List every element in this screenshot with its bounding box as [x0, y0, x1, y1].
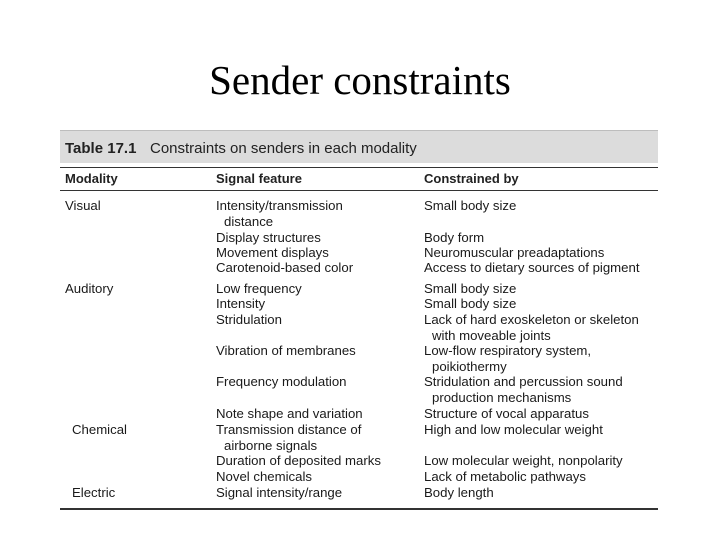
signal-feature-cell: [216, 260, 353, 276]
signal-feature-cell-line: Signal intensity/range: [216, 485, 343, 500]
constraint-cell-line: Small body size: [424, 281, 517, 296]
signal-feature-cell: [216, 469, 312, 485]
constraint-cell-line: Lack of metabolic pathways: [424, 469, 586, 484]
signal-feature-cell: [216, 230, 321, 246]
signal-feature-cell: [216, 281, 302, 297]
table-header-rule: [60, 190, 658, 191]
constraint-cell: [424, 296, 516, 312]
signal-feature-cell: [216, 312, 282, 328]
constraint-cell: [424, 312, 639, 343]
signal-feature-cell: [216, 374, 346, 390]
signal-feature-cell-line: Note shape and variation: [216, 406, 363, 421]
constraint-cell: [424, 406, 589, 422]
constraint-cell-line: High and low molecular weight: [424, 422, 603, 437]
constraint-cell-line: Stridulation and percussion sound: [424, 374, 623, 389]
signal-feature-cell: [216, 485, 342, 501]
signal-feature-cell-line: Novel chemicals: [216, 469, 313, 484]
constraint-cell-line: Access to dietary sources of pigment: [424, 260, 640, 275]
signal-feature-cell: [216, 245, 329, 261]
signal-feature-cell: [216, 296, 265, 312]
constraint-cell: [424, 260, 640, 276]
signal-feature-cell: [216, 343, 356, 359]
signal-feature-cell-line: Carotenoid-based color: [216, 260, 354, 275]
modality-cell: Auditory: [65, 281, 114, 296]
constraint-cell: [424, 230, 484, 246]
signal-feature-cell: [216, 453, 381, 469]
constraint-cell: [424, 374, 623, 405]
column-header-constrained-by: Constrained by: [424, 171, 519, 186]
signal-feature-cell-line: Duration of deposited marks: [216, 453, 381, 468]
constraint-cell-line: production mechanisms: [432, 389, 572, 405]
signal-feature-cell-line: Intensity/transmission: [216, 198, 343, 213]
constraint-cell: [424, 198, 516, 214]
constraint-cell: [424, 343, 591, 374]
modality-cell: Electric: [72, 485, 116, 500]
constraint-cell: [424, 245, 604, 261]
table-bottom-rule: [60, 508, 658, 510]
table-caption: Constraints on senders in each modality: [150, 140, 417, 157]
constraint-cell-line: Small body size: [424, 198, 517, 213]
constraint-cell-line: Body length: [424, 485, 494, 500]
constraint-cell-line: Neuromuscular preadaptations: [424, 245, 605, 260]
signal-feature-cell-line: Stridulation: [216, 312, 282, 327]
modality-cell: Chemical: [72, 422, 127, 437]
table-caption-bar: [60, 130, 658, 163]
signal-feature-cell-line: Frequency modulation: [216, 374, 347, 389]
signal-feature-cell-line: Intensity: [216, 296, 266, 311]
table-top-rule: [60, 167, 658, 168]
constraint-cell-line: Small body size: [424, 296, 517, 311]
constraint-cell-line: Lack of hard exoskeleton or skeleton: [424, 312, 639, 327]
constraint-cell-line: Structure of vocal apparatus: [424, 406, 589, 421]
table-number: Table 17.1: [65, 140, 137, 157]
constraint-cell-line: Low-flow respiratory system,: [424, 343, 592, 358]
constraint-cell-line: Low molecular weight, nonpolarity: [424, 453, 623, 468]
table-figure: [60, 130, 658, 510]
signal-feature-cell-line: Low frequency: [216, 281, 302, 296]
signal-feature-cell-line: Vibration of membranes: [216, 343, 356, 358]
signal-feature-cell-line: Display structures: [216, 230, 321, 245]
signal-feature-cell: [216, 198, 343, 229]
constraint-cell: [424, 281, 516, 297]
signal-feature-cell-line: distance: [224, 213, 274, 229]
constraint-cell: [424, 453, 623, 469]
constraint-cell: [424, 469, 586, 485]
signal-feature-cell: [216, 406, 363, 422]
signal-feature-cell: [216, 422, 361, 453]
column-header-modality: Modality: [65, 171, 118, 186]
constraint-cell-line: Body form: [424, 230, 485, 245]
modality-cell: Visual: [65, 198, 101, 213]
slide-title: Sender constraints: [209, 57, 511, 103]
signal-feature-cell-line: airborne signals: [224, 437, 318, 453]
constraint-cell-line: with moveable joints: [432, 327, 551, 343]
constraint-cell-line: poikiothermy: [432, 358, 507, 374]
constraint-cell: [424, 485, 494, 501]
signal-feature-cell-line: Transmission distance of: [216, 422, 362, 437]
constraint-cell: [424, 422, 603, 438]
signal-feature-cell-line: Movement displays: [216, 245, 329, 260]
column-header-signal-feature: Signal feature: [216, 171, 302, 186]
